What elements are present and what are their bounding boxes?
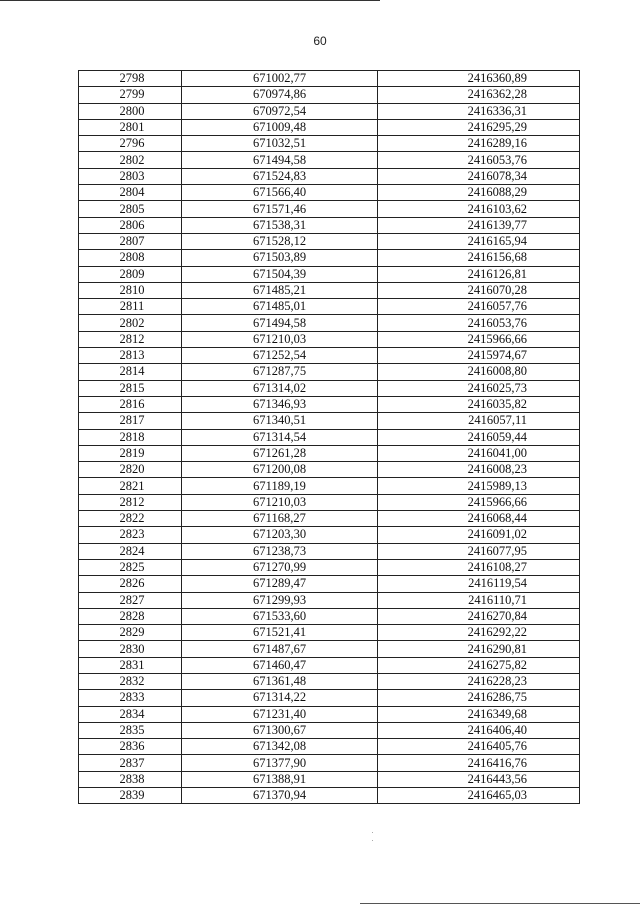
- y-coordinate-cell: 2416286,75: [378, 690, 580, 706]
- x-coordinate-cell: 671388,91: [182, 771, 378, 787]
- table-row: [79, 706, 580, 722]
- point-number-cell: 2819: [79, 445, 182, 461]
- point-number-cell: 2815: [79, 380, 182, 396]
- table-row: [79, 462, 580, 478]
- y-coordinate-cell: 2416362,28: [378, 87, 580, 103]
- table-row: [79, 511, 580, 527]
- point-number-cell: 2811: [79, 299, 182, 315]
- point-number-cell: 2799: [79, 87, 182, 103]
- y-coordinate-cell: 2416053,76: [378, 152, 580, 168]
- table-row: [79, 168, 580, 184]
- y-coordinate-cell: 2416139,77: [378, 217, 580, 233]
- table-row: [79, 739, 580, 755]
- x-coordinate-cell: 671314,54: [182, 429, 378, 445]
- x-coordinate-cell: 671346,93: [182, 396, 378, 412]
- y-coordinate-cell: 2416070,28: [378, 282, 580, 298]
- point-number-cell: 2822: [79, 511, 182, 527]
- point-number-cell: 2834: [79, 706, 182, 722]
- table-row: [79, 266, 580, 282]
- point-number-cell: 2798: [79, 71, 182, 87]
- table-row: [79, 755, 580, 771]
- y-coordinate-cell: 2416275,82: [378, 657, 580, 673]
- table-row: [79, 657, 580, 673]
- point-number-cell: 2831: [79, 657, 182, 673]
- y-coordinate-cell: 2416057,76: [378, 299, 580, 315]
- x-coordinate-cell: 671238,73: [182, 543, 378, 559]
- table-row: [79, 429, 580, 445]
- table-row: [79, 250, 580, 266]
- x-coordinate-cell: 671314,22: [182, 690, 378, 706]
- table-row: [79, 201, 580, 217]
- x-coordinate-cell: 671231,40: [182, 706, 378, 722]
- x-coordinate-cell: 670972,54: [182, 103, 378, 119]
- table-row: [79, 494, 580, 510]
- y-coordinate-cell: 2416228,23: [378, 673, 580, 689]
- y-coordinate-cell: 2416349,68: [378, 706, 580, 722]
- point-number-cell: 2817: [79, 413, 182, 429]
- x-coordinate-cell: 671002,77: [182, 71, 378, 87]
- table-row: [79, 625, 580, 641]
- table-row: [79, 543, 580, 559]
- table-row: [79, 299, 580, 315]
- y-coordinate-cell: 2415974,67: [378, 348, 580, 364]
- point-number-cell: 2828: [79, 608, 182, 624]
- point-number-cell: 2838: [79, 771, 182, 787]
- y-coordinate-cell: 2416443,56: [378, 771, 580, 787]
- y-coordinate-cell: 2416292,22: [378, 625, 580, 641]
- y-coordinate-cell: 2416103,62: [378, 201, 580, 217]
- x-coordinate-cell: 671340,51: [182, 413, 378, 429]
- point-number-cell: 2801: [79, 119, 182, 135]
- point-number-cell: 2802: [79, 315, 182, 331]
- x-coordinate-cell: 671287,75: [182, 364, 378, 380]
- x-coordinate-cell: 671521,41: [182, 625, 378, 641]
- point-number-cell: 2806: [79, 217, 182, 233]
- point-number-cell: 2813: [79, 348, 182, 364]
- y-coordinate-cell: 2416295,29: [378, 119, 580, 135]
- table-row: [79, 592, 580, 608]
- x-coordinate-cell: 671203,30: [182, 527, 378, 543]
- bottom-rule: [360, 903, 640, 904]
- page-number: 60: [313, 34, 327, 48]
- scan-speck: [372, 832, 373, 833]
- x-coordinate-cell: 671289,47: [182, 576, 378, 592]
- point-number-cell: 2823: [79, 527, 182, 543]
- x-coordinate-cell: 671504,39: [182, 266, 378, 282]
- x-coordinate-cell: 671270,99: [182, 559, 378, 575]
- scan-speck: [372, 840, 373, 841]
- table-row: [79, 771, 580, 787]
- x-coordinate-cell: 671566,40: [182, 185, 378, 201]
- x-coordinate-cell: 671494,58: [182, 315, 378, 331]
- table-row: [79, 788, 580, 804]
- coordinates-table-body: [79, 71, 580, 804]
- y-coordinate-cell: 2416059,44: [378, 429, 580, 445]
- x-coordinate-cell: 671503,89: [182, 250, 378, 266]
- table-row: [79, 527, 580, 543]
- y-coordinate-cell: 2416416,76: [378, 755, 580, 771]
- table-row: [79, 396, 580, 412]
- y-coordinate-cell: 2416091,02: [378, 527, 580, 543]
- point-number-cell: 2826: [79, 576, 182, 592]
- x-coordinate-cell: 671300,67: [182, 722, 378, 738]
- x-coordinate-cell: 671032,51: [182, 136, 378, 152]
- y-coordinate-cell: 2416110,71: [378, 592, 580, 608]
- x-coordinate-cell: 671210,03: [182, 331, 378, 347]
- table-row: [79, 608, 580, 624]
- y-coordinate-cell: 2415989,13: [378, 478, 580, 494]
- table-row: [79, 87, 580, 103]
- y-coordinate-cell: 2416119,54: [378, 576, 580, 592]
- table-row: [79, 282, 580, 298]
- x-coordinate-cell: 671377,90: [182, 755, 378, 771]
- x-coordinate-cell: 670974,86: [182, 87, 378, 103]
- point-number-cell: 2821: [79, 478, 182, 494]
- point-number-cell: 2833: [79, 690, 182, 706]
- y-coordinate-cell: 2416405,76: [378, 739, 580, 755]
- point-number-cell: 2827: [79, 592, 182, 608]
- x-coordinate-cell: 671200,08: [182, 462, 378, 478]
- point-number-cell: 2800: [79, 103, 182, 119]
- y-coordinate-cell: 2416008,80: [378, 364, 580, 380]
- table-row: [79, 136, 580, 152]
- point-number-cell: 2837: [79, 755, 182, 771]
- y-coordinate-cell: 2416290,81: [378, 641, 580, 657]
- point-number-cell: 2835: [79, 722, 182, 738]
- x-coordinate-cell: 671342,08: [182, 739, 378, 755]
- x-coordinate-cell: 671252,54: [182, 348, 378, 364]
- x-coordinate-cell: 671494,58: [182, 152, 378, 168]
- table-row: [79, 413, 580, 429]
- x-coordinate-cell: 671261,28: [182, 445, 378, 461]
- y-coordinate-cell: 2416078,34: [378, 168, 580, 184]
- table-row: [79, 576, 580, 592]
- point-number-cell: 2802: [79, 152, 182, 168]
- y-coordinate-cell: 2416126,81: [378, 266, 580, 282]
- x-coordinate-cell: 671361,48: [182, 673, 378, 689]
- y-coordinate-cell: 2416077,95: [378, 543, 580, 559]
- point-number-cell: 2812: [79, 494, 182, 510]
- y-coordinate-cell: 2416270,84: [378, 608, 580, 624]
- y-coordinate-cell: 2416156,68: [378, 250, 580, 266]
- table-row: [79, 152, 580, 168]
- point-number-cell: 2812: [79, 331, 182, 347]
- table-row: [79, 348, 580, 364]
- y-coordinate-cell: 2416025,73: [378, 380, 580, 396]
- y-coordinate-cell: 2415966,66: [378, 331, 580, 347]
- table-row: [79, 641, 580, 657]
- x-coordinate-cell: 671485,21: [182, 282, 378, 298]
- point-number-cell: 2829: [79, 625, 182, 641]
- point-number-cell: 2805: [79, 201, 182, 217]
- y-coordinate-cell: 2416406,40: [378, 722, 580, 738]
- table-row: [79, 559, 580, 575]
- y-coordinate-cell: 2416008,23: [378, 462, 580, 478]
- y-coordinate-cell: 2416053,76: [378, 315, 580, 331]
- point-number-cell: 2796: [79, 136, 182, 152]
- x-coordinate-cell: 671460,47: [182, 657, 378, 673]
- point-number-cell: 2825: [79, 559, 182, 575]
- table-row: [79, 478, 580, 494]
- x-coordinate-cell: 671485,01: [182, 299, 378, 315]
- x-coordinate-cell: 671189,19: [182, 478, 378, 494]
- table-row: [79, 380, 580, 396]
- x-coordinate-cell: 671314,02: [182, 380, 378, 396]
- table-row: [79, 690, 580, 706]
- point-number-cell: 2839: [79, 788, 182, 804]
- point-number-cell: 2803: [79, 168, 182, 184]
- coordinates-table: [78, 70, 580, 804]
- x-coordinate-cell: 671370,94: [182, 788, 378, 804]
- y-coordinate-cell: 2416465,03: [378, 788, 580, 804]
- y-coordinate-cell: 2416041,00: [378, 445, 580, 461]
- point-number-cell: 2824: [79, 543, 182, 559]
- point-number-cell: 2814: [79, 364, 182, 380]
- x-coordinate-cell: 671299,93: [182, 592, 378, 608]
- y-coordinate-cell: 2416289,16: [378, 136, 580, 152]
- table-row: [79, 722, 580, 738]
- y-coordinate-cell: 2416108,27: [378, 559, 580, 575]
- table-row: [79, 71, 580, 87]
- point-number-cell: 2804: [79, 185, 182, 201]
- y-coordinate-cell: 2416035,82: [378, 396, 580, 412]
- table-row: [79, 217, 580, 233]
- point-number-cell: 2818: [79, 429, 182, 445]
- x-coordinate-cell: 671538,31: [182, 217, 378, 233]
- y-coordinate-cell: 2416165,94: [378, 233, 580, 249]
- x-coordinate-cell: 671210,03: [182, 494, 378, 510]
- y-coordinate-cell: 2416068,44: [378, 511, 580, 527]
- table-row: [79, 315, 580, 331]
- point-number-cell: 2820: [79, 462, 182, 478]
- point-number-cell: 2808: [79, 250, 182, 266]
- y-coordinate-cell: 2416336,31: [378, 103, 580, 119]
- table-row: [79, 364, 580, 380]
- table-row: [79, 233, 580, 249]
- point-number-cell: 2807: [79, 233, 182, 249]
- point-number-cell: 2810: [79, 282, 182, 298]
- y-coordinate-cell: 2416088,29: [378, 185, 580, 201]
- x-coordinate-cell: 671528,12: [182, 233, 378, 249]
- x-coordinate-cell: 671009,48: [182, 119, 378, 135]
- x-coordinate-cell: 671168,27: [182, 511, 378, 527]
- point-number-cell: 2836: [79, 739, 182, 755]
- point-number-cell: 2830: [79, 641, 182, 657]
- x-coordinate-cell: 671524,83: [182, 168, 378, 184]
- table-row: [79, 185, 580, 201]
- point-number-cell: 2816: [79, 396, 182, 412]
- y-coordinate-cell: 2416360,89: [378, 71, 580, 87]
- x-coordinate-cell: 671533,60: [182, 608, 378, 624]
- point-number-cell: 2832: [79, 673, 182, 689]
- top-rule: [0, 0, 380, 1]
- x-coordinate-cell: 671571,46: [182, 201, 378, 217]
- table-row: [79, 445, 580, 461]
- x-coordinate-cell: 671487,67: [182, 641, 378, 657]
- y-coordinate-cell: 2415966,66: [378, 494, 580, 510]
- table-row: [79, 119, 580, 135]
- y-coordinate-cell: 2416057,11: [378, 413, 580, 429]
- point-number-cell: 2809: [79, 266, 182, 282]
- table-row: [79, 103, 580, 119]
- table-row: [79, 673, 580, 689]
- table-row: [79, 331, 580, 347]
